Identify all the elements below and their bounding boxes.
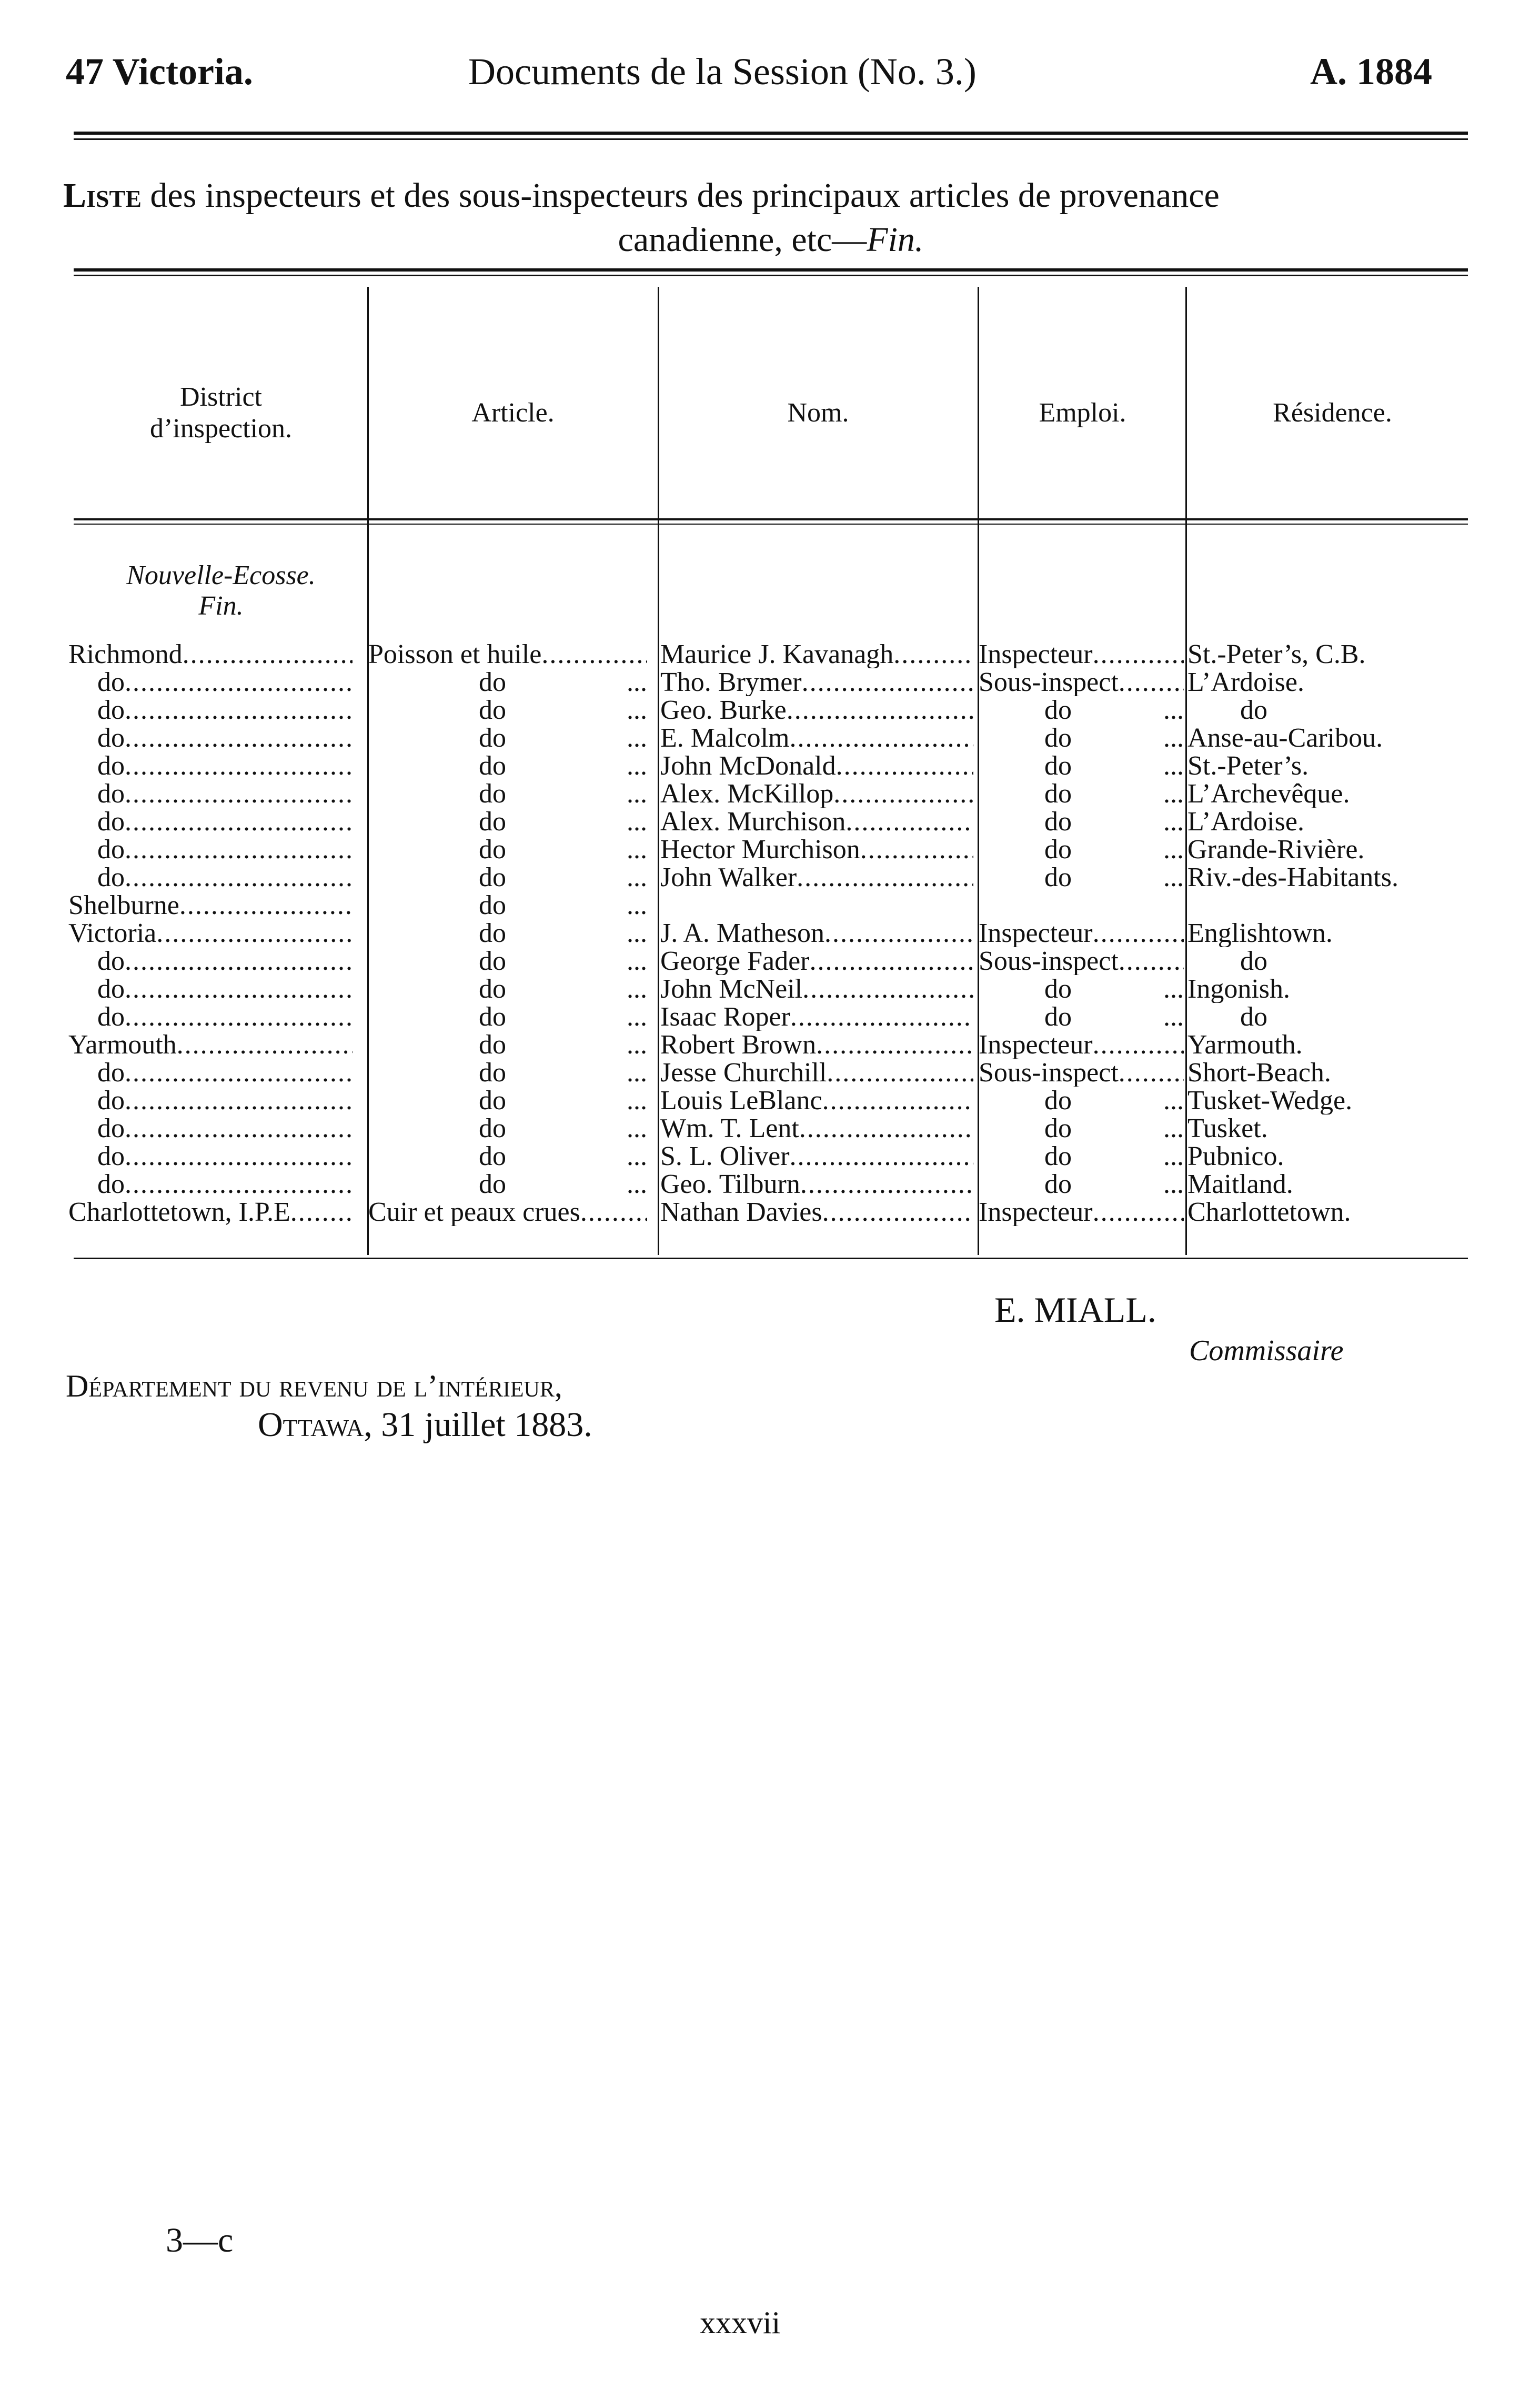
table-row (0, 1170, 1540, 1198)
cell-article: do ... (479, 947, 647, 975)
signature-name: E. MIALL. (994, 1290, 1156, 1330)
cell-article: do ... (479, 1031, 647, 1059)
cell-emploi: Inspecteur ..... (979, 919, 1184, 947)
cell-district: do ..... (68, 863, 353, 891)
cell-emploi: do ... (1044, 724, 1184, 752)
table-row (0, 1031, 1540, 1059)
cell-nom: Isaac Roper ..... (660, 1003, 973, 1031)
cell-nom: Hector Murchison ..... (660, 836, 973, 863)
cell-district: do ..... (68, 724, 353, 752)
cell-article: do ... (479, 1059, 647, 1087)
cell-residence: St.-Peter’s, C.B. (1187, 640, 1366, 668)
cell-district: Victoria ..... (68, 919, 353, 947)
cell-district: do ..... (68, 1003, 353, 1031)
cell-nom: Alex. Murchison ..... (660, 808, 973, 836)
cell-district: do ..... (68, 947, 353, 975)
cell-district: do ..... (68, 696, 353, 724)
cell-emploi: do ... (1044, 1003, 1184, 1031)
cell-emploi: do ... (1044, 863, 1184, 891)
cell-emploi (979, 891, 1184, 919)
page-number: xxxvii (700, 2305, 781, 2340)
cell-emploi: do ... (1044, 752, 1184, 780)
table-row (0, 1087, 1540, 1114)
cell-residence: Ingonish. (1187, 975, 1290, 1003)
cell-emploi: do ... (1044, 836, 1184, 863)
section-heading-line2: Fin. (198, 591, 244, 621)
table-row (0, 752, 1540, 780)
cell-emploi: do ... (1044, 1142, 1184, 1170)
cell-emploi: Inspecteur ..... (979, 640, 1184, 668)
cell-nom: Louis LeBlanc ..... (660, 1087, 973, 1114)
table-row (0, 1003, 1540, 1031)
dateline-city: Ottawa, (258, 1405, 373, 1444)
cell-nom: John McNeil ..... (660, 975, 973, 1003)
cell-district: do ..... (68, 1059, 353, 1087)
table-row (0, 947, 1540, 975)
header-center: Documents de la Session (No. 3.) (468, 51, 977, 93)
title-lead-word: Liste (63, 176, 142, 215)
cell-article: do ... (479, 836, 647, 863)
table-bottom-rule (74, 1258, 1468, 1259)
cell-district: do ..... (68, 1114, 353, 1142)
table-row (0, 836, 1540, 863)
header-double-rule-bottom (74, 138, 1468, 140)
cell-district: do ..... (68, 752, 353, 780)
cell-district: do ..... (68, 808, 353, 836)
cell-article: do ... (479, 668, 647, 696)
table-row (0, 1142, 1540, 1170)
cell-nom: George Fader ..... (660, 947, 973, 975)
table-row (0, 780, 1540, 808)
column-header-district-line1: District (180, 382, 262, 412)
column-header-district-line2: d’inspection. (149, 414, 293, 444)
section-heading-line1: Nouvelle-Ecosse. (126, 560, 316, 590)
column-header-residence: Résidence. (1273, 398, 1392, 428)
cell-emploi: do ... (1044, 1087, 1184, 1114)
cell-emploi: do ... (1044, 1170, 1184, 1198)
table-title (63, 174, 1478, 262)
header-right: A. 1884 (1310, 51, 1432, 93)
cell-article: do ... (479, 975, 647, 1003)
cell-residence (1187, 891, 1482, 919)
header-double-rule-top (74, 132, 1468, 135)
cell-article: do ... (479, 1003, 647, 1031)
cell-residence: do (1240, 947, 1267, 975)
cell-district: do ..... (68, 1087, 353, 1114)
cell-district: Yarmouth ..... (68, 1031, 353, 1059)
title-line2-italic: Fin. (867, 220, 924, 259)
cell-nom: Wm. T. Lent ..... (660, 1114, 973, 1142)
cell-district: do ..... (68, 668, 353, 696)
dateline-department: Département du revenu de l’intérieur, (66, 1369, 562, 1403)
cell-emploi: do ... (1044, 1114, 1184, 1142)
cell-residence: L’Archevêque. (1187, 780, 1350, 808)
cell-emploi: do ... (1044, 975, 1184, 1003)
cell-district: do ..... (68, 1170, 353, 1198)
table-row (0, 1059, 1540, 1087)
table-row (0, 724, 1540, 752)
cell-emploi: Inspecteur ..... (979, 1031, 1184, 1059)
footer-signature-mark: 3—c (166, 2221, 234, 2260)
cell-residence: Grande-Rivière. (1187, 836, 1365, 863)
cell-nom: Tho. Brymer ..... (660, 668, 973, 696)
table-top-double-rule-a (74, 268, 1468, 272)
cell-nom: J. A. Matheson ..... (660, 919, 973, 947)
cell-article: do ... (479, 1170, 647, 1198)
cell-article: do ... (479, 808, 647, 836)
header-left: 47 Victoria. (66, 51, 253, 93)
cell-article: do ... (479, 752, 647, 780)
cell-nom: Maurice J. Kavanagh ..... (660, 640, 973, 668)
table-top-double-rule-b (74, 275, 1468, 276)
table-row (0, 919, 1540, 947)
header-bottom-rule-b (74, 524, 1468, 525)
table-row (0, 696, 1540, 724)
section-heading (79, 560, 363, 621)
cell-article: do ... (479, 724, 647, 752)
cell-nom: S. L. Oliver ..... (660, 1142, 973, 1170)
table-row (0, 1114, 1540, 1142)
cell-nom: John McDonald ..... (660, 752, 973, 780)
cell-article: do ... (479, 780, 647, 808)
cell-article: Cuir et peaux crues ..... (368, 1198, 647, 1226)
cell-article: do ... (479, 696, 647, 724)
cell-residence: Anse-au-Caribou. (1187, 724, 1383, 752)
table-row (0, 640, 1540, 668)
cell-article: do ... (479, 919, 647, 947)
header-bottom-rule-a (74, 518, 1468, 520)
cell-article: do ... (479, 1114, 647, 1142)
cell-residence: Tusket. (1187, 1114, 1268, 1142)
cell-district: Charlottetown, I.P.E ..... (68, 1198, 353, 1226)
cell-residence: Yarmouth. (1187, 1031, 1303, 1059)
cell-emploi: Sous-inspect ..... (979, 947, 1184, 975)
cell-residence: do (1240, 1003, 1267, 1031)
cell-article: Poisson et huile ..... (368, 640, 647, 668)
cell-nom: E. Malcolm ..... (660, 724, 973, 752)
signature-title: Commissaire (1189, 1334, 1344, 1367)
cell-residence: St.-Peter’s. (1187, 752, 1309, 780)
cell-residence: Tusket-Wedge. (1187, 1087, 1353, 1114)
cell-district: do ..... (68, 780, 353, 808)
cell-district: do ..... (68, 975, 353, 1003)
column-header-district (74, 381, 368, 445)
table-row (0, 808, 1540, 836)
cell-nom: John Walker ..... (660, 863, 973, 891)
cell-residence: Riv.-des-Habitants. (1187, 863, 1398, 891)
cell-residence: Maitland. (1187, 1170, 1293, 1198)
cell-residence: Short-Beach. (1187, 1059, 1331, 1087)
table-row (0, 891, 1540, 919)
cell-nom (660, 891, 973, 919)
cell-residence: Pubnico. (1187, 1142, 1284, 1170)
cell-article: do ... (479, 891, 647, 919)
column-header-nom: Nom. (787, 398, 849, 428)
cell-article: do ... (479, 1142, 647, 1170)
cell-district: do ..... (68, 1142, 353, 1170)
cell-nom: Alex. McKillop ..... (660, 780, 973, 808)
cell-article: do ... (479, 1087, 647, 1114)
cell-emploi: do ... (1044, 780, 1184, 808)
dateline-place-date (258, 1405, 592, 1445)
cell-emploi: Sous-inspect ..... (979, 1059, 1184, 1087)
cell-residence: L’Ardoise. (1187, 808, 1304, 836)
cell-district: Shelburne ..... (68, 891, 353, 919)
cell-district: Richmond ..... (68, 640, 353, 668)
cell-district: do ..... (68, 836, 353, 863)
cell-emploi: Sous-inspect ..... (979, 668, 1184, 696)
title-line1: des inspecteurs et des sous-inspecteurs des principaux articles de provenance (141, 176, 1220, 215)
table-row (0, 975, 1540, 1003)
column-header-emploi: Emploi. (1039, 398, 1126, 428)
cell-residence: Charlottetown. (1187, 1198, 1351, 1226)
cell-nom: Geo. Burke ..... (660, 696, 973, 724)
table-row (0, 1198, 1540, 1226)
cell-emploi: Inspecteur ..... (979, 1198, 1184, 1226)
table-row (0, 863, 1540, 891)
title-line2: canadienne, etc— (618, 220, 867, 259)
cell-nom: Jesse Churchill ..... (660, 1059, 973, 1087)
cell-residence: do (1240, 696, 1267, 724)
cell-article: do ... (479, 863, 647, 891)
cell-nom: Robert Brown ..... (660, 1031, 973, 1059)
cell-nom: Nathan Davies ..... (660, 1198, 973, 1226)
table-row (0, 668, 1540, 696)
cell-emploi: do ... (1044, 808, 1184, 836)
cell-residence: L’Ardoise. (1187, 668, 1304, 696)
cell-emploi: do ... (1044, 696, 1184, 724)
column-header-article: Article. (471, 398, 555, 428)
dateline-date: 31 juillet 1883. (372, 1405, 592, 1444)
cell-residence: Englishtown. (1187, 919, 1333, 947)
cell-nom: Geo. Tilburn ..... (660, 1170, 973, 1198)
